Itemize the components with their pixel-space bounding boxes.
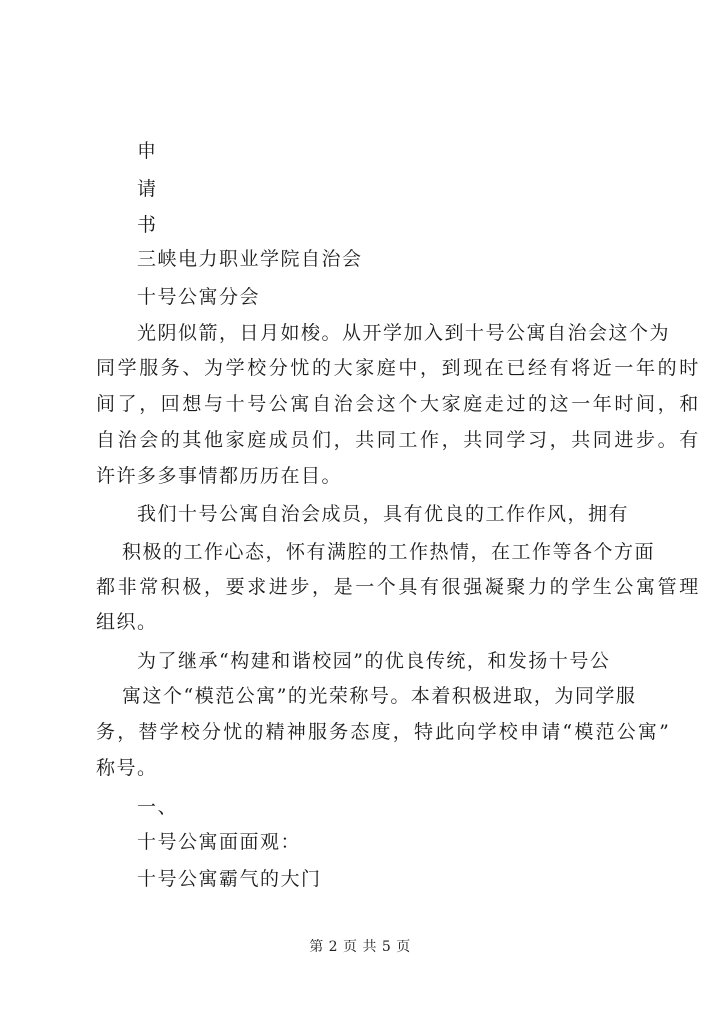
para3-line-2: 寓这个“模范公寓”的光荣称号。本着积极进取，为同学服	[122, 685, 637, 707]
organization-name: 三峡电力职业学院自治会	[137, 248, 363, 270]
para3-line-3: 务，替学校分忧的精神服务态度，特此向学校申请“模范公寓”	[96, 721, 672, 743]
para1-line-3: 间了，回想与十号公寓自治会这个大家庭走过的这一年时间，和	[96, 393, 701, 415]
para2-line-3: 都非常积极，要求进步，是一个具有很强凝聚力的学生公寓管理	[96, 576, 701, 598]
title-char-1: 申	[137, 140, 158, 162]
para1-line-2: 同学服务、为学校分忧的大家庭中，到现在已经有将近一年的时	[96, 357, 701, 379]
para3-line-4: 称号。	[96, 757, 158, 779]
para1-line-4: 自治会的其他家庭成员们，共同工作，共同学习，共同进步。有	[96, 429, 701, 451]
page-footer: 第 2 页 共 5 页	[309, 939, 411, 955]
section-heading: 十号公寓面面观：	[137, 831, 302, 853]
title-char-3: 书	[137, 214, 158, 236]
branch-name: 十号公寓分会	[137, 286, 261, 308]
para2-line-1: 我们十号公寓自治会成员，具有优良的工作作风，拥有	[137, 503, 630, 525]
para1-line-1: 光阴似箭，日月如梭。从开学加入到十号公寓自治会这个为	[137, 322, 671, 344]
para2-line-4: 组织。	[96, 611, 158, 633]
section-subheading: 十号公寓霸气的大门	[137, 868, 322, 890]
para1-line-5: 许许多多事情都历历在目。	[96, 465, 343, 487]
section-number: 一、	[137, 796, 179, 818]
title-char-2: 请	[137, 178, 158, 200]
para2-line-2: 积极的工作心态，怀有满腔的工作热情，在工作等各个方面	[122, 541, 656, 563]
para3-line-1: 为了继承“构建和谐校园”的优良传统，和发扬十号公	[137, 650, 611, 672]
